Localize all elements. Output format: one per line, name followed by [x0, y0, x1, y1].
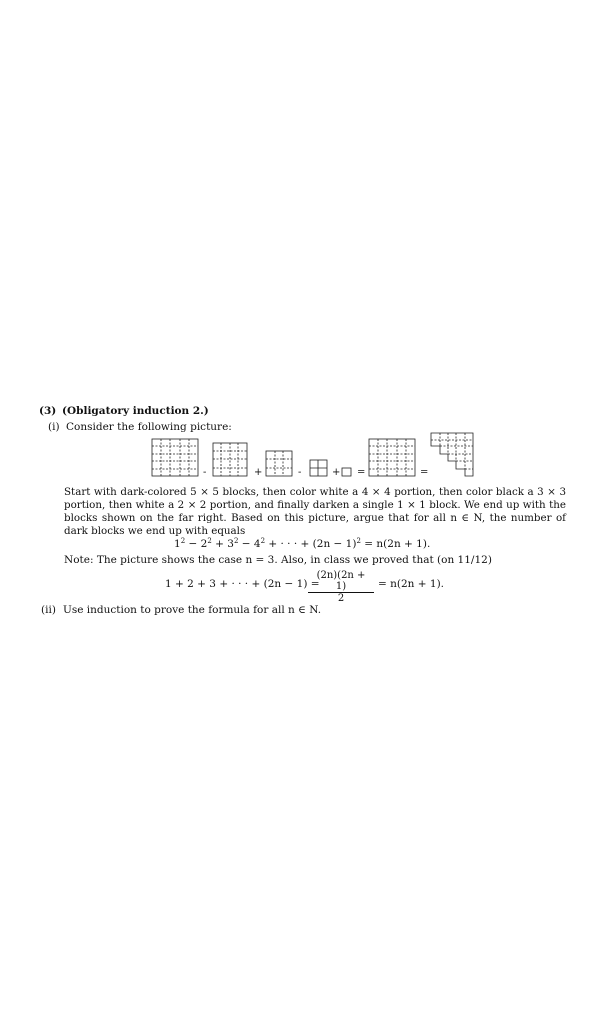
part-ii-label: (ii) [41, 604, 56, 616]
formula-2-denominator: 2 [337, 593, 345, 604]
formula-alternating-squares: $1^2 - 2^2 + 3^2 - 4^2$ + · · · + $(2n - 1)^2 = n(2n + 1)$. [174, 537, 431, 550]
operator-minus-2: - [298, 467, 302, 478]
operator-equals-1: = [357, 467, 366, 478]
staircase-result [431, 433, 473, 476]
grid-5x5 [152, 439, 198, 476]
operator-minus-1: - [203, 467, 207, 478]
grid-2x2 [310, 460, 327, 476]
grid-3x3 [266, 451, 292, 476]
formula-2-fraction [308, 570, 374, 604]
grid-4x4 [213, 443, 247, 476]
squares-figure [0, 430, 592, 490]
problem-number: (3) [39, 405, 57, 417]
grid-5x5-result [369, 439, 415, 476]
operator-equals-2: = [420, 467, 429, 478]
part-ii-text: Use induction to prove the formula for all n ∈ N. [63, 604, 322, 616]
formula-2-left: 1 + 2 + 3 + · · · + (2n − 1) = [165, 578, 320, 590]
grid-1x1 [342, 468, 351, 476]
operator-plus-2: + [332, 467, 341, 478]
problem-title: (Obligatory induction 2.) [62, 405, 209, 417]
operator-plus-1: + [254, 467, 263, 478]
formula-2-numerator: (2n)(2n + 1) [308, 570, 374, 593]
part-i-label: (i) [48, 421, 60, 433]
note-text: Note: The picture shows the case n = 3. Also, in class we proved that (on 11/12) [64, 554, 492, 566]
part-i-intro: Consider the following picture: [66, 421, 232, 433]
formula-2-right: = n(2n + 1). [378, 578, 445, 590]
explanation-paragraph: Start with dark-colored 5 × 5 blocks, then color white a 4 × 4 portion, then color black a 3 × 3 portion, then white a 2 × 2 portion, and finally darken a single 1 × 1 block. We end up with the blocks shown on the far right. Based on this picture, argue that for all n ∈ N, the number of dark blocks we end up with equals [64, 486, 566, 537]
